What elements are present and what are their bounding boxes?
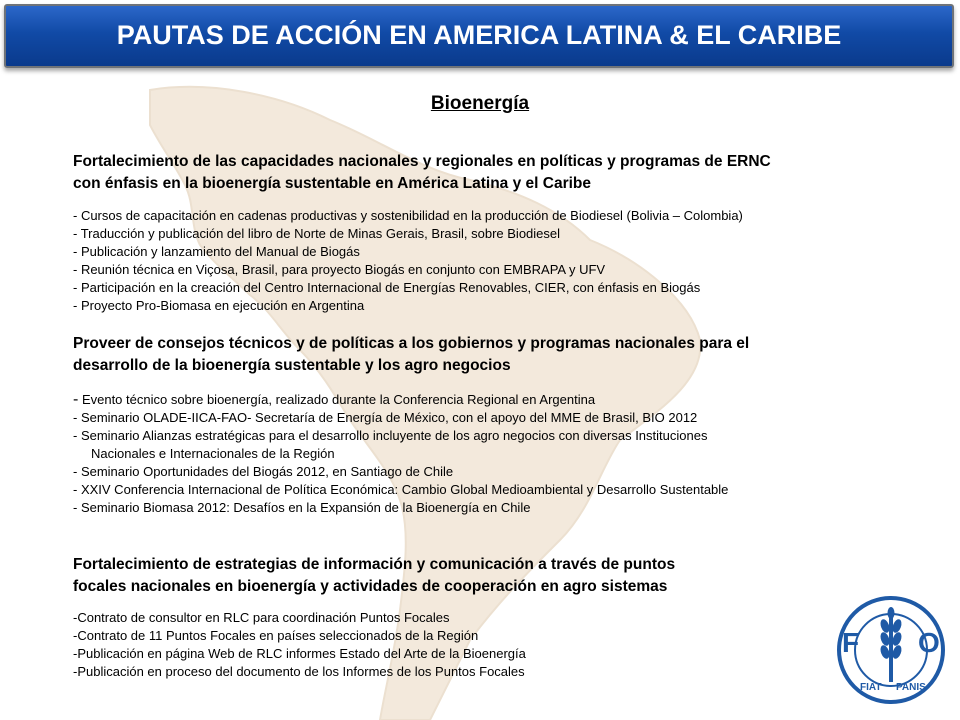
heading-line: Fortalecimiento de estrategias de información y comunicación a través de puntos [73,556,676,573]
section-capacidades [73,151,933,315]
list-item: - Proyecto Pro-Biomasa en ejecución en Argentina [73,298,365,313]
list-item-text: Evento técnico sobre bioenergía, realizado durante la Conferencia Regional en Argentina [78,392,596,407]
section-heading [73,554,933,598]
section-heading [73,333,933,377]
heading-line: Proveer de consejos técnicos y de políticas a los gobiernos y programas nacionales para el [73,335,750,352]
section-heading [73,151,933,195]
list-item: -Publicación en página Web de RLC informes Estado del Arte de la Bioenergía [73,646,526,661]
list-item: -Contrato de 11 Puntos Focales en países seleccionados de la Región [73,628,479,643]
logo-letter-f: F [842,627,860,658]
logo-motto-right: PANIS [896,682,926,693]
heading-line: Fortalecimiento de las capacidades nacionales y regionales en políticas y programas de ERNC [73,153,771,170]
heading-line: con énfasis en la bioenergía sustentable en América Latina y el Caribe [73,175,591,192]
list-item: -Publicación en proceso del documento de los Informes de los Puntos Focales [73,664,525,679]
list-item: - XXIV Conferencia Internacional de Política Económica: Cambio Global Medioambiental y Desarrollo Sustentable [73,482,729,497]
item-list [73,207,933,315]
wheat-icon [879,607,903,682]
list-item-continuation: Nacionales e Internacionales de la Región [91,446,335,461]
heading-line: desarrollo de la bioenergía sustentable y los agro negocios [73,357,511,374]
heading-line: focales nacionales en bioenergía y actividades de cooperación en agro sistemas [73,578,668,595]
section-informacion-comunicacion [73,554,933,681]
title-banner [4,4,954,68]
list-dash: - [73,391,79,408]
list-item: -Contrato de consultor en RLC para coordinación Puntos Focales [73,610,450,625]
list-item [73,391,933,409]
list-item: - Seminario Oportunidades del Biogás 2012, en Santiago de Chile [73,464,454,479]
logo-letter-o: O [918,627,940,658]
list-item: - Publicación y lanzamiento del Manual de Biogás [73,244,360,259]
fao-logo [836,594,946,706]
list-item: - Cursos de capacitación en cadenas productivas y sostenibilidad en la producción de Biodiesel (Bolivia – Colombia) [73,208,743,223]
section-title: Bioenergía [430,93,530,114]
list-item: - Seminario Biomasa 2012: Desafíos en la Expansión de la Bioenergía en Chile [73,500,531,515]
list-item: - Participación en la creación del Centro Internacional de Energías Renovables, CIER, con énfasis en Biogás [73,280,701,295]
list-item: - Traducción y publicación del libro de Norte de Minas Gerais, Brasil, sobre Biodiesel [73,226,561,241]
logo-motto-left: FIAT [860,682,882,693]
list-item: - Seminario OLADE-IICA-FAO- Secretaría de Energía de México, con el apoyo del MME de Brasil, BIO 2012 [73,410,698,425]
list-item: - Seminario Alianzas estratégicas para el desarrollo incluyente de los agro negocios con diversas Instituciones [73,428,708,443]
item-list [73,391,933,517]
section-consejos-tecnicos [73,333,933,517]
list-item: - Reunión técnica en Viçosa, Brasil, para proyecto Biogás en conjunto con EMBRAPA y UFV [73,262,606,277]
item-list [73,609,933,681]
page-title: PAUTAS DE ACCIÓN EN AMERICA LATINA & EL CARIBE [116,20,842,50]
